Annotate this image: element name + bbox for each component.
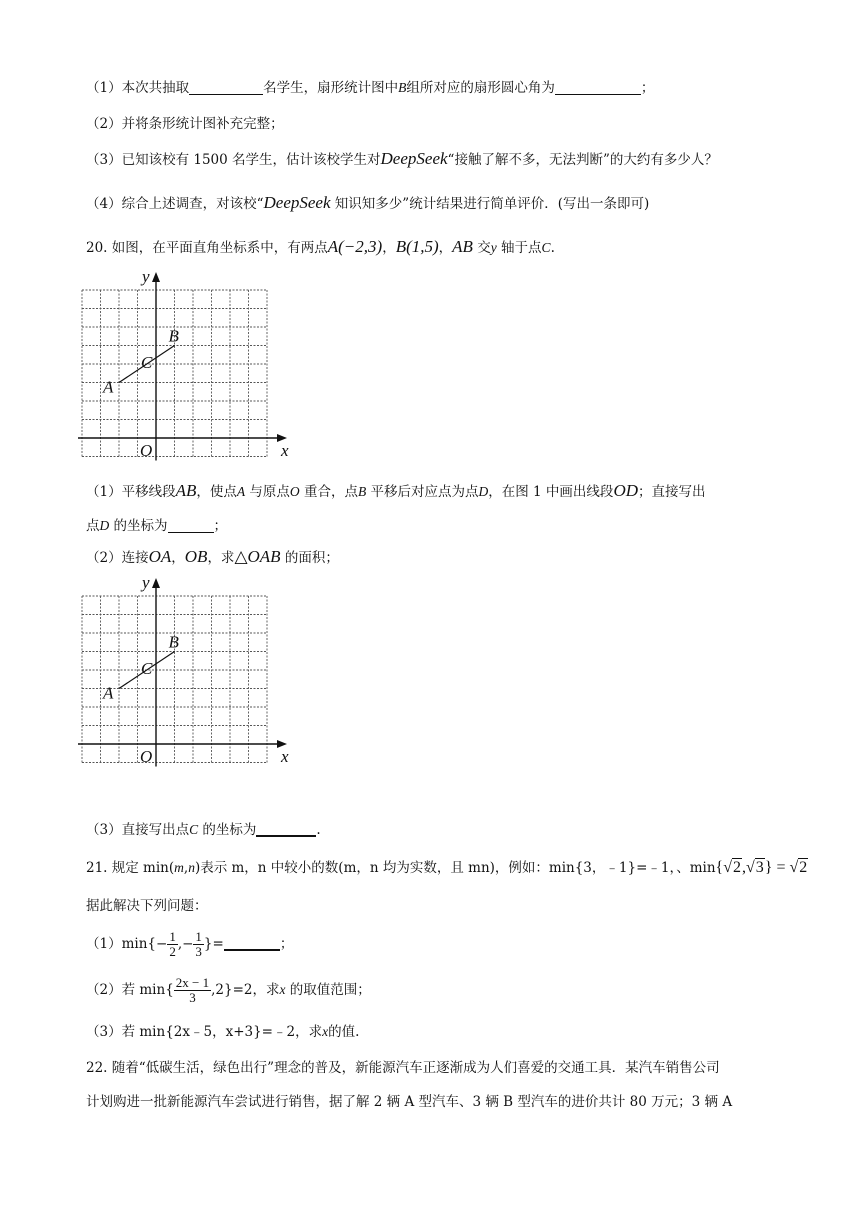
point-a-label: A [103,683,114,703]
y-axis-label: y [142,573,150,592]
q22-line1: 22. 随着“低碳生活，绿色出行”理念的普及，新能源汽车正逐渐成为人们喜爱的交通工具．某汽车销售公司 [86,1060,720,1076]
q21-instruction: 据此解决下列问题： [86,898,208,914]
origin-label: O [140,441,153,460]
q20-part1: （1）平移线段AB，使点A 与原点O 重合，点B 平移后对应点为点D，在图 1 中画出线段OD；直接写出 [86,481,706,500]
y-axis-label: y [142,267,150,286]
q19-part1: （1）本次共抽取 名学生，扇形统计图中B组所对应的扇形圆心角为 ； [86,80,655,96]
answer-blank[interactable] [168,518,214,533]
answer-blank[interactable] [189,80,263,95]
y-axis-arrow-icon [152,272,160,282]
origin-label: O [140,747,153,766]
grid-lines [82,596,267,763]
q21-part3: （3）若 min{2x﹣5，x+3}=﹣2，求x的值. [86,1024,360,1040]
q19-part2: （2）并将条形统计图补充完整； [86,116,284,132]
q21-part2: （2）若 min{ $\frac{2x - 1}{3}$ ,2}=2，求x 的取值范围； [86,975,371,1005]
q20-part3: （3）直接写出点C 的坐标为 . [86,822,321,838]
point-b-label: B [168,326,179,346]
q20-part2: （2）连接OA，OB，求△OAB 的面积； [86,547,339,566]
coordinate-graph-2 [72,572,292,774]
q21-part1: （1）min{− $\frac{1}{2}$ ,− $\frac{1}{3}$ }= ； [86,929,294,959]
q19-part4: （4）综合上述调查，对该校“DeepSeek 知识知多少”统计结果进行简单评价．(写出一条即可) [86,193,650,212]
answer-blank[interactable] [555,80,641,95]
q20-part1-cont: 点D 的坐标为 ； [86,518,228,534]
q21-stem: 21. 规定 min(m,n)表示 m，n 中较小的数(m，n 均为实数，且 mn)，例如：min{3，﹣1}=﹣1，、min{√2,√3} = √2 [86,859,808,876]
point-c-label: C [141,659,153,678]
q22-line2: 计划购进一批新能源汽车尝试进行销售，据了解 2 辆 A 型汽车、3 辆 B 型汽车的进价共计 80 万元；3 辆 A [86,1094,733,1110]
q19-part3: （3）已知该校有 1500 名学生，估计该校学生对DeepSeek“接触了解不多，无法判断”的大约有多少人？ [86,149,718,168]
point-b-label: B [168,632,179,652]
q20-stem: 20. 如图，在平面直角坐标系中，有两点A(−2,3)，B(1,5)，AB 交y 轴于点C. [86,237,555,256]
x-axis-label: x [281,747,289,766]
x-axis-label: x [281,441,289,460]
point-a-label: A [103,377,114,397]
answer-blank[interactable] [256,821,316,837]
grid-lines [82,290,267,457]
coordinate-graph-1 [72,266,292,468]
answer-blank[interactable] [224,935,280,951]
y-axis-arrow-icon [152,578,160,588]
point-c-label: C [141,353,153,372]
